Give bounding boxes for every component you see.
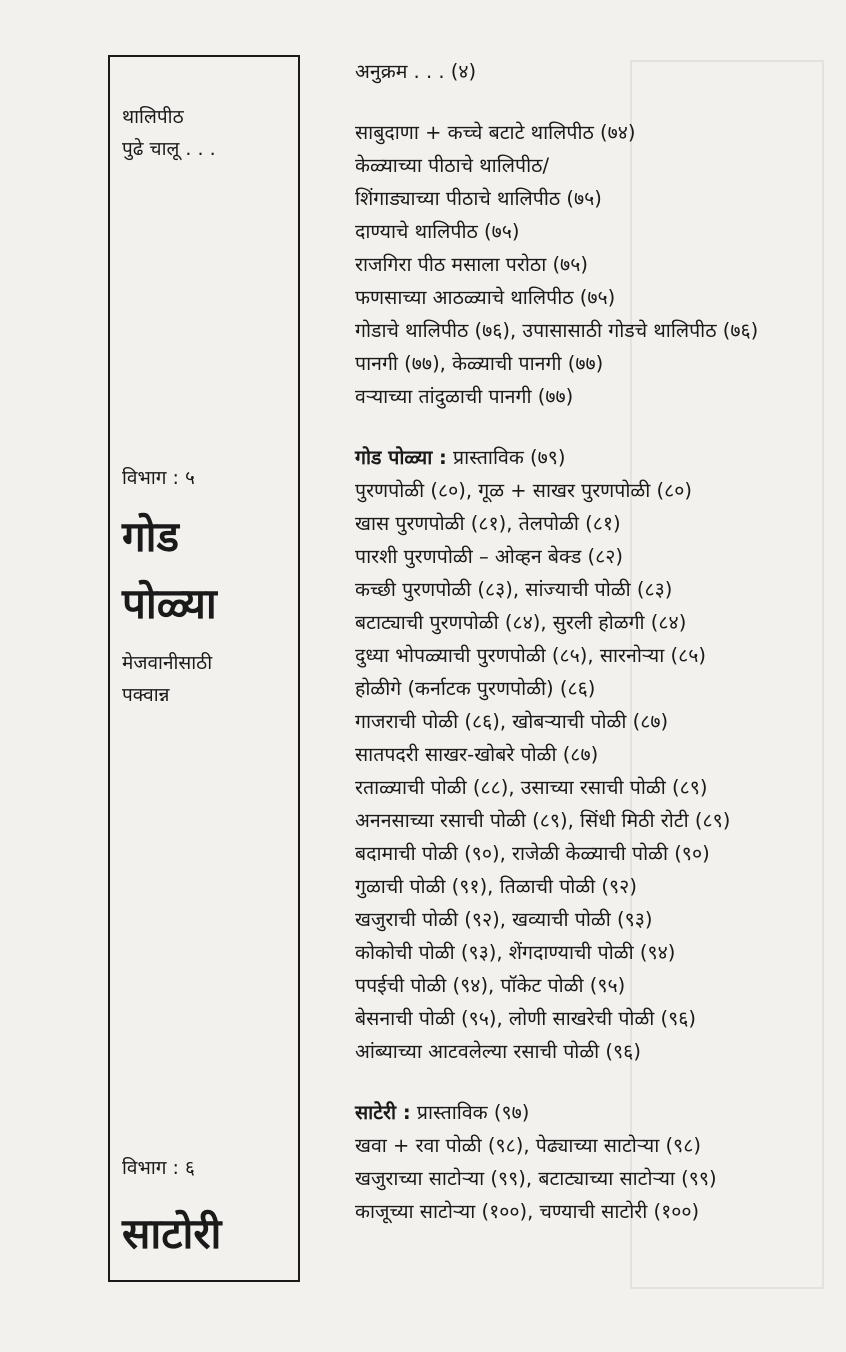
- toc-group-god-polya: [355, 441, 815, 1068]
- section5-subtitle-line2: पक्वान्न: [122, 684, 170, 706]
- toc-entry: खजुराची पोळी (९२), खव्याची पोळी (९३): [355, 908, 653, 931]
- toc-entry: खवा + रवा पोळी (९८), पेढ्याच्या साटोऱ्या (९८): [355, 1134, 701, 1157]
- toc-entry: गाजराची पोळी (८६), खोबऱ्याची पोळी (८७): [355, 710, 669, 733]
- toc-entry: साबुदाणा + कच्चे बटाटे थालिपीठ (७४): [355, 121, 636, 144]
- toc-entry: फणसाच्या आठळ्याचे थालिपीठ (७५): [355, 286, 616, 309]
- toc-entry: पानगी (७७), केळ्याची पानगी (७७): [355, 352, 604, 375]
- toc-entry: खजुराच्या साटोऱ्या (९९), बटाट्याच्या साटोऱ्या (९९): [355, 1167, 717, 1190]
- toc-group-heading: [355, 441, 815, 474]
- heading-bold: गोड पोळ्या :: [355, 446, 447, 469]
- section4-continued: पुढे चालू . . .: [122, 138, 216, 160]
- toc-entry: आंब्याच्या आटवलेल्या रसाची पोळी (९६): [355, 1040, 641, 1063]
- toc-entry: पारशी पुरणपोळी – ओव्हन बेक्ड (८२): [355, 545, 624, 568]
- toc-entry: होळीगे (कर्नाटक पुरणपोळी) (८६): [355, 677, 596, 700]
- section6-title: साटोरी: [122, 1209, 222, 1258]
- section5-title-line1: गोड: [122, 512, 179, 561]
- toc-entry: वऱ्याच्या तांदुळाची पानगी (७७): [355, 385, 574, 408]
- toc-entry: दुध्या भोपळ्याची पुरणपोळी (८५), सारनोऱ्या (८५): [355, 644, 706, 667]
- section4-title: थालिपीठ: [122, 106, 184, 128]
- toc-entry: बटाट्याची पुरणपोळी (८४), सुरली होळगी (८४): [355, 611, 687, 634]
- toc-entry: रताळ्याची पोळी (८८), उसाच्या रसाची पोळी (८९): [355, 776, 708, 799]
- toc-entry: कच्छी पुरणपोळी (८३), सांज्याची पोळी (८३): [355, 578, 673, 601]
- toc-entry: पुरणपोळी (८०), गूळ + साखर पुरणपोळी (८०): [355, 479, 692, 502]
- toc-entry: शिंगाड्याच्या पीठाचे थालिपीठ (७५): [355, 187, 602, 210]
- section5-subtitle-line1: मेजवानीसाठी: [122, 652, 213, 674]
- heading-bold: साटेरी :: [355, 1101, 411, 1124]
- toc-entry: कोकोची पोळी (९३), शेंगदाण्याची पोळी (९४): [355, 941, 676, 964]
- section6-label: विभाग : ६: [122, 1157, 195, 1179]
- toc-entry: पपईची पोळी (९४), पॉकेट पोळी (९५): [355, 974, 626, 997]
- toc-entry: अननसाच्या रसाची पोळी (८९), सिंधी मिठी रोटी (८९): [355, 809, 731, 832]
- toc-entry: बेसनाची पोळी (९५), लोणी साखरेची पोळी (९६): [355, 1007, 697, 1030]
- toc-entry: दाण्याचे थालिपीठ (७५): [355, 220, 520, 243]
- toc-entry: काजूच्या साटोऱ्या (१००), चण्याची साटोरी (१००): [355, 1200, 700, 1223]
- table-of-contents: [355, 55, 815, 1228]
- toc-group-satori: [355, 1096, 815, 1228]
- toc-entry: खास पुरणपोळी (८१), तेलपोळी (८१): [355, 512, 621, 535]
- toc-group-thalipeeth: [355, 116, 815, 413]
- toc-header: अनुक्रम . . . (४): [355, 60, 477, 83]
- section-sidebar: [108, 55, 300, 1282]
- toc-group-heading: [355, 1096, 815, 1129]
- toc-entry: केळ्याच्या पीठाचे थालिपीठ/: [355, 154, 550, 177]
- toc-entry: गुळाची पोळी (९१), तिळाची पोळी (९२): [355, 875, 637, 898]
- toc-entry: सातपदरी साखर-खोबरे पोळी (८७): [355, 743, 599, 766]
- toc-entry: बदामाची पोळी (९०), राजेळी केळ्याची पोळी (९०): [355, 842, 710, 865]
- section5-title-line2: पोळ्या: [122, 579, 217, 628]
- toc-entry: राजगिरा पीठ मसाला परोठा (७५): [355, 253, 588, 276]
- heading-rest: प्रास्ताविक (७९): [446, 446, 566, 469]
- section5-label: विभाग : ५: [122, 467, 195, 489]
- toc-entry: गोडाचे थालिपीठ (७६), उपासासाठी गोडचे थालिपीठ (७६): [355, 319, 759, 342]
- heading-rest: प्रास्ताविक (९७): [410, 1101, 530, 1124]
